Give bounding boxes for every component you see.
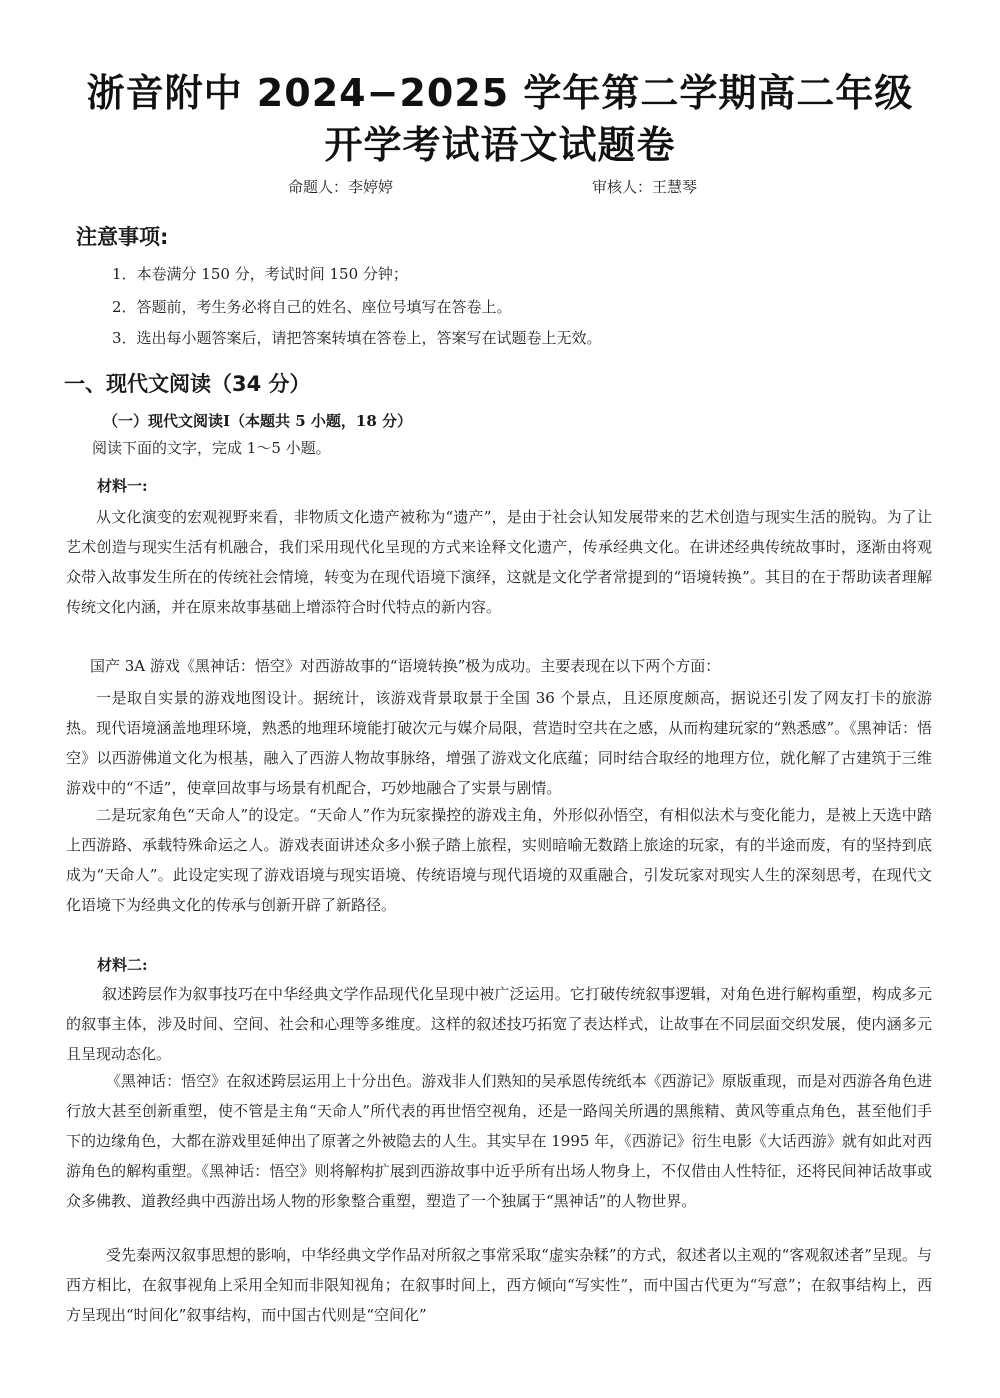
material-two-label: 材料二: xyxy=(97,956,148,974)
material-one-label: 材料一: xyxy=(97,477,148,495)
reading-instruction: 阅读下面的文字，完成 1～5 小题。 xyxy=(92,439,331,457)
notice-item-2: 2．答题前，考生务必将自己的姓名、座位号填写在答卷上。 xyxy=(112,298,512,316)
paragraph-4: 二是玩家角色“天命人”的设定。“天命人”作为玩家操控的游戏主角，外形似孙悟空，有相似法术与变化能力，是被上天选中踏上西游路、承载特殊命运之人。游戏表面讲述众多小猴子踏上旅程，实则暗喻无数踏上旅途的玩家，有的半途而废，有的坚持到底成为“天命人”。此设定实现了游戏语境与现实语境、传统语境与现代语境的双重融合，引发玩家对现实人生的深刻思考，在现代文化语境下为经典文化的传承与创新开辟了新路径。 xyxy=(66,806,932,914)
reviewer: 审核人：王慧琴 xyxy=(592,178,698,196)
subsection-heading: （一）现代文阅读Ⅰ（本题共 5 小题，18 分） xyxy=(103,412,412,430)
paragraph-2: 国产 3A 游戏《黑神话：悟空》对西游故事的“语境转换”极为成功。主要表现在以下两个方面： xyxy=(90,657,721,675)
paragraph-5: 叙述跨层作为叙事技巧在中华经典文学作品现代化呈现中被广泛运用。它打破传统叙事逻辑，对角色进行解构重塑，构成多元的叙事主体，涉及时间、空间、社会和心理等多维度。这样的叙述技巧拓宽了表达样式，让故事在不同层面交织发展，使内涵多元且呈现动态化。 xyxy=(66,985,932,1063)
notice-heading: 注意事项: xyxy=(76,225,169,249)
notice-item-3: 3．选出每小题答案后，请把答案转填在答卷上，答案写在试题卷上无效。 xyxy=(112,329,602,347)
question-setter: 命题人：李婷婷 xyxy=(288,178,394,196)
paragraph-3: 一是取自实景的游戏地图设计。据统计，该游戏背景取景于全国 36 个景点，且还原度颇高，据说还引发了网友打卡的旅游热。现代语境涵盖地理环境，熟悉的地理环境能打破次元与媒介局限，营造时空共在之感，从而构建玩家的“熟悉感”。《黑神话：悟空》以西游佛道文化为根基，融入了西游人物故事脉络，增强了游戏文化底蕴；同时结合取经的地理方位，就化解了古建筑于三维游戏中的“不适”，使章回故事与场景有机配合，巧妙地融合了实景与剧情。 xyxy=(66,689,932,797)
paragraph-6: 《黑神话：悟空》在叙述跨层运用上十分出色。游戏非人们熟知的吴承恩传统纸本《西游记》原版重现，而是对西游各角色进行放大甚至创新重塑，使不管是主角“天命人”所代表的再世悟空视角，还是一路闯关所遇的黑熊精、黄风等重点角色，甚至他们手下的边缘角色，大都在游戏里延伸出了原著之外被隐去的人生。其实早在 1995 年，《西游记》衍生电影《大话西游》就有如此对西游角色的解构重塑。《黑神话：悟空》则将解构扩展到西游故事中近乎所有出场人物身上，不仅借由人性特征，还将民间神话故事或众多佛教、道教经典中西游出场人物的形象整合重塑，塑造了一个独属于“黑神话”的人物世界。 xyxy=(66,1072,932,1210)
paragraph-7: 受先秦两汉叙事思想的影响，中华经典文学作品对所叙之事常采取“虚实杂糅”的方式，叙述者以主观的“客观叙述者”呈现。与西方相比，在叙事视角上采用全知而非限知视角；在叙事时间上，西方倾向“写实性”，而中国古代更为“写意”；在叙事结构上，西方呈现出“时间化”叙事结构，而中国古代则是“空间化” xyxy=(66,1246,932,1324)
exam-title-line1: 浙音附中 2024−2025 学年第二学期高二年级 xyxy=(86,71,914,115)
notice-item-1: 1．本卷满分 150 分，考试时间 150 分钟； xyxy=(112,265,408,283)
section-heading: 一、现代文阅读（34 分） xyxy=(64,372,311,396)
exam-title-line2: 开学考试语文试题卷 xyxy=(324,123,676,167)
paragraph-1: 从文化演变的宏观视野来看，非物质文化遗产被称为“遗产”，是由于社会认知发展带来的艺术创造与现实生活的脱钩。为了让艺术创造与现实生活有机融合，我们采用现代化呈现的方式来诠释文化遗产，传承经典文化。在讲述经典传统故事时，逐渐由将观众带入故事发生所在的传统社会情境，转变为在现代语境下演绎，这就是文化学者常提到的“语境转换”。其目的在于帮助读者理解传统文化内涵，并在原来故事基础上增添符合时代特点的新内容。 xyxy=(66,508,932,616)
